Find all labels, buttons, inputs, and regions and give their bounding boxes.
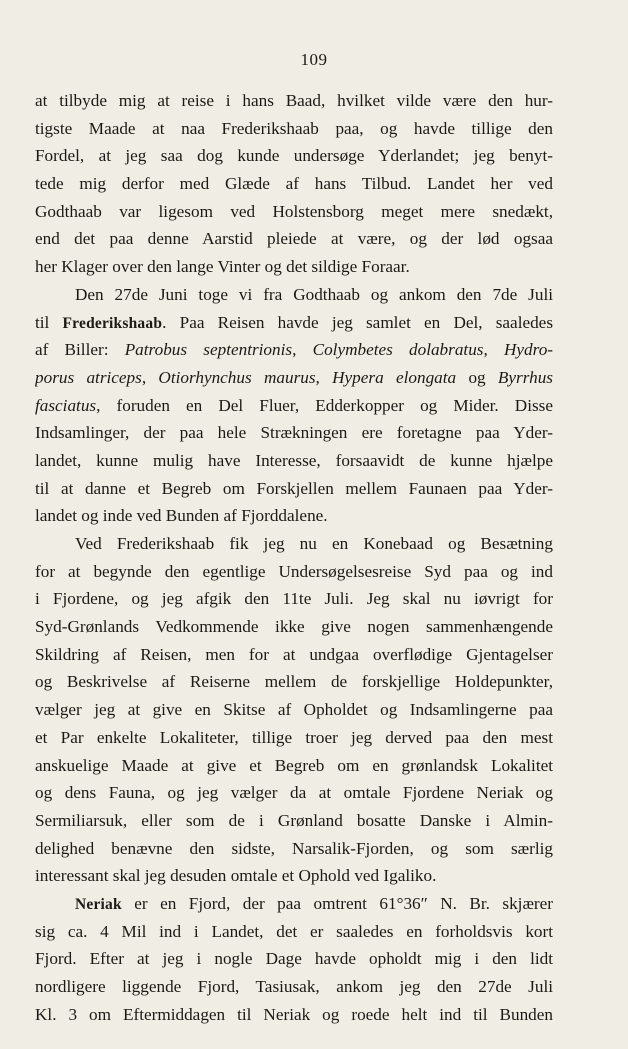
species-name: Hydro- [504,340,553,360]
text-line: for at begynde den egentlige Undersøgelsesreise Syd paa og ind [35,561,553,581]
body-text [35,87,553,1028]
text-line: landet, kunne mulig have Interesse, forsaavidt de kunne hjælpe [35,450,553,470]
text-line: vælger jeg at give en Skitse af Opholdet og Indsamlingerne paa [35,700,553,720]
text-line: end det paa denne Aarstid pleiede at være, og der lød ogsaa [35,229,553,249]
text-line: anskuelige Maade at give et Begreb om en grønlandsk Lokalitet [35,755,553,775]
text-line: Syd-Grønlands Vedkommende ikke give nogen sammenhængende [35,617,553,637]
text-line: og dens Fauna, og jeg vælger da at omtale Fjordene Neriak og [35,783,553,803]
text-line: Den 27de Juni toge vi fra Godthaab og ankom den 7de Juli [75,284,553,304]
text-line: at tilbyde mig at reise i hans Baad, hvilket vilde være den hur- [35,91,553,110]
species-name: Hypera elongata [332,367,457,387]
text-line: delighed benævne den sidste, Narsalik-Fjorden, og som særlig [35,838,553,858]
text-line: til at danne et Begreb om Forskjellen mellem Faunaen paa Yder- [35,478,553,498]
species-name: Patrobus septentrionis [124,340,293,360]
text-line: interessant skal jeg desuden omtale et Ophold ved Igaliko. [35,866,437,886]
species-name: Colymbetes dolabratus [312,340,484,360]
species-name: Otiorhynchus maurus [158,367,316,387]
text-line: Godthaab var ligesom ved Holstensborg meget mere snedækt, [35,201,553,221]
text-line: her Klager over den lange Vinter og det sildige Foraar. [35,257,410,277]
text-line: Skildring af Reisen, men for at undgaa overflødige Gjentagelser [35,644,553,664]
text-line: tede mig derfor med Glæde af hans Tilbud. Landet her ved [35,174,553,194]
text-line: i Fjordene, og jeg afgik den 11te Juli. Jeg skal nu iøvrigt for [35,589,553,609]
place-name: Frederikshaab [62,314,163,332]
text-line: Neriak er en Fjord, der paa omtrent 61°36″ N. Br. skjærer [75,893,553,913]
text-line: sig ca. 4 Mil ind i Landet, det er saaledes en forholdsvis kort [35,921,553,941]
text-line: fasciatus, foruden en Del Fluer, Edderkopper og Mider. Disse [35,395,553,415]
text-line: porus atriceps, Otiorhynchus maurus, Hypera elongata og Byrrhus [35,367,553,387]
text-line: Ved Frederikshaab fik jeg nu en Konebaad og Besætning [75,534,553,553]
text-line: landet og inde ved Bunden af Fjorddalene. [35,506,328,526]
page-number: 109 [300,50,328,69]
text-line: og Beskrivelse af Reiserne mellem de forskjellige Holdepunkter, [35,672,553,692]
text-line: Fordel, at jeg saa dog kunde undersøge Yderlandet; jeg benyt- [35,146,553,166]
text-line: nordligere liggende Fjord, Tasiusak, ankom jeg den 27de Juli [35,977,553,996]
species-name: fasciatus [35,395,97,415]
text-line: et Par enkelte Lokaliteter, tillige troer jeg derved paa den mest [35,727,553,747]
species-name: Byrrhus [497,367,553,387]
text-line: tigste Maade at naa Frederikshaab paa, og havde tillige den [35,118,553,138]
place-name: Neriak [75,895,122,913]
text-line: Fjord. Efter at jeg i nogle Dage havde opholdt mig i den lidt [35,949,553,969]
species-name: porus atriceps [35,367,142,387]
text-line: Sermiliarsuk, eller som de i Grønland bosatte Danske i Almin- [35,810,553,830]
text-line: Indsamlinger, der paa hele Strækningen ere foretagne paa Yder- [35,423,553,443]
text-line: til Frederikshaab. Paa Reisen havde jeg samlet en Del, saaledes [35,312,553,332]
text-line: af Biller: Patrobus septentrionis, Colymbetes dolabratus, Hydro- [35,340,553,360]
text-line: Kl. 3 om Eftermiddagen til Neriak og roede helt ind til Bunden [35,1004,553,1024]
